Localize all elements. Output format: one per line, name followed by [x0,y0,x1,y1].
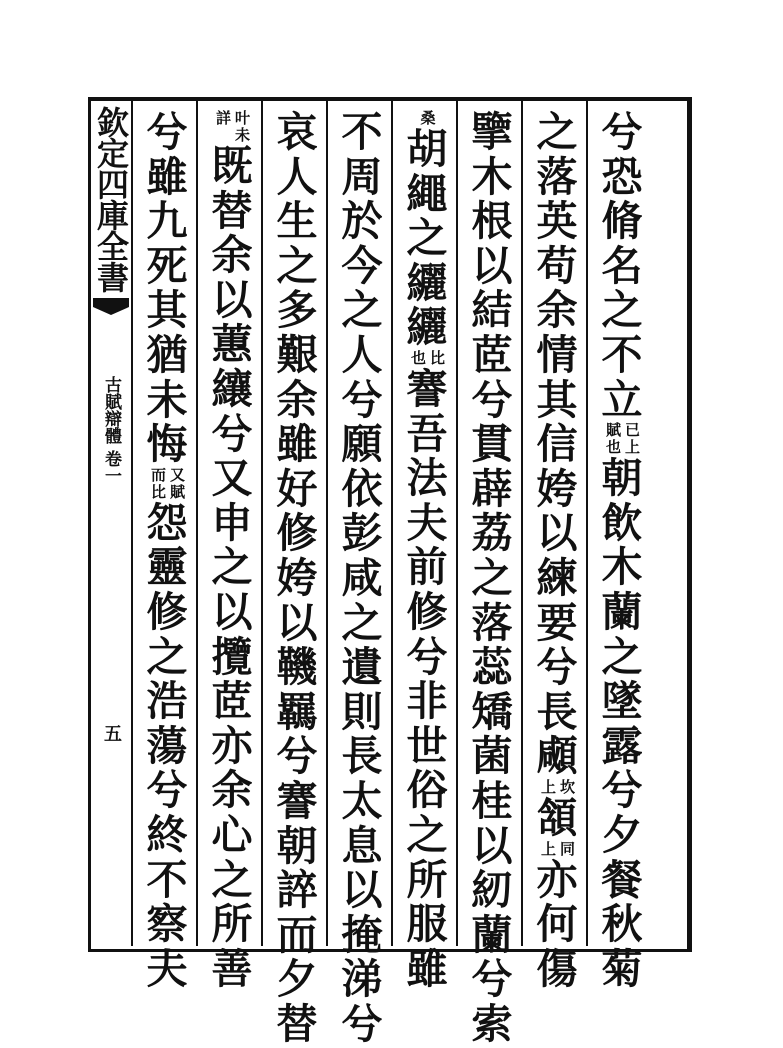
text-char: 夫 [146,944,188,993]
text-char: 今 [341,241,383,290]
text-char: 朝 [601,454,643,503]
text-char: 掩 [341,910,383,959]
text-char: 長 [341,732,383,781]
text-char: 兮 [406,632,448,681]
text-char: 修 [406,587,448,636]
text-char: 恐 [601,152,643,201]
text-char: 索 [471,999,513,1048]
text-char: 根 [471,197,513,246]
text-char: 俗 [406,766,448,815]
text-char: 浩 [146,677,188,726]
text-char: 胡 [406,125,448,173]
text-char: 亦 [536,855,578,904]
text-char: 名 [601,241,643,290]
text-char: 悔 [146,420,188,469]
text-char: 長 [536,687,578,736]
text-char: 息 [341,821,383,870]
text-char: 雖 [146,152,188,201]
text-column [593,110,651,991]
text-char: 既 [211,142,253,190]
text-char: 菌 [471,732,513,781]
text-char: 好 [276,464,318,513]
text-char: 兮 [341,375,383,424]
text-char: 之 [341,598,383,647]
annotation-text: 同 [558,840,576,858]
text-char: 以 [276,598,318,647]
text-char: 其 [146,286,188,335]
text-char: 飲 [601,498,643,547]
book-title: 欽定四庫全書 [92,106,130,292]
text-char: 兮 [341,999,383,1048]
text-char: 九 [146,197,188,246]
text-char: 法 [406,454,448,503]
text-char: 兮 [146,766,188,815]
text-char: 願 [341,420,383,469]
text-char: 苟 [536,241,578,290]
text-char: 何 [536,900,578,949]
text-char: 人 [276,152,318,201]
text-char: 蕙 [211,320,253,369]
text-char: 纚 [406,258,448,307]
text-char: 羈 [276,687,318,736]
text-char: 露 [601,721,643,770]
column-rule [196,100,198,946]
text-char: 之 [601,286,643,335]
text-char: 之 [536,108,578,156]
text-char: 以 [536,509,578,558]
text-char: 之 [341,286,383,335]
text-char: 兮 [276,732,318,781]
column-rule [131,100,133,946]
text-char: 信 [536,420,578,469]
text-char: 替 [276,999,318,1048]
text-char: 世 [406,721,448,770]
text-char: 未 [146,375,188,424]
text-char: 以 [471,821,513,870]
text-char: 修 [146,587,188,636]
text-char: 之 [211,855,253,904]
column-rule [586,100,588,946]
text-char: 貫 [471,420,513,469]
annotation-text: 賦也 [604,422,622,457]
text-char: 死 [146,241,188,290]
text-char: 擥 [471,108,513,156]
annotation-text: 詳 [214,110,232,127]
text-char: 紉 [471,866,513,915]
annotation-text: 又賦 [168,466,186,501]
text-column [333,110,391,1046]
text-char: 之 [211,543,253,592]
text-column [528,110,586,991]
text-char: 夫 [406,498,448,547]
text-char: 餐 [601,855,643,904]
text-char: 而 [276,910,318,959]
text-char: 太 [341,776,383,825]
text-column [398,110,456,991]
text-column [138,110,196,991]
text-char: 秋 [601,900,643,949]
annotation-text: 也 [409,349,427,367]
text-char: 傷 [536,944,578,993]
text-char: 謇 [406,364,448,413]
text-char: 亦 [211,721,253,770]
text-char: 前 [406,543,448,592]
text-char: 替 [211,186,253,235]
text-char: 不 [146,855,188,904]
text-char: 情 [536,330,578,379]
annotation-note [132,467,202,501]
text-char: 茝 [211,677,253,726]
text-char: 兮 [211,409,253,458]
page-margin [92,106,130,742]
text-char: 艱 [276,330,318,379]
text-column [268,110,326,1046]
annotation-text: 上 [539,778,557,796]
text-char: 兮 [536,643,578,692]
column-rule [261,100,263,946]
text-char: 木 [601,543,643,592]
annotation-note [206,110,259,144]
text-char: 所 [211,900,253,949]
text-char: 姱 [536,464,578,513]
text-char: 靈 [146,543,188,592]
text-char: 纚 [406,303,448,352]
column-rule [521,100,523,946]
text-char: 余 [536,286,578,335]
text-char: 蕩 [146,721,188,770]
column-rule [391,100,393,946]
text-char: 修 [276,509,318,558]
annotation-text: 桑 [418,110,437,127]
text-char: 兮 [601,108,643,156]
text-char: 依 [341,464,383,513]
fish-tail-mark-icon [93,298,129,314]
text-char: 脩 [601,197,643,246]
text-char: 哀 [276,108,318,156]
text-column [203,110,261,991]
text-char: 人 [341,330,383,379]
text-char: 兮 [471,375,513,424]
text-char: 多 [276,286,318,335]
annotation-text: 已上 [623,422,641,457]
text-char: 之 [406,810,448,859]
annotation-note [539,841,575,858]
text-char: 又 [211,454,253,503]
text-char: 菊 [601,944,643,993]
annotation-text: 叶未 [233,110,251,144]
text-char: 其 [536,375,578,424]
text-char: 察 [146,900,188,949]
column-rule [326,100,328,946]
text-char: 以 [341,866,383,915]
text-char: 不 [601,330,643,379]
text-char: 立 [601,375,643,424]
text-char: 之 [406,214,448,263]
text-char: 落 [471,598,513,647]
text-char: 誶 [276,866,318,915]
text-char: 吾 [406,409,448,458]
text-char: 謇 [276,776,318,825]
text-char: 不 [341,108,383,156]
text-char: 纕 [211,364,253,413]
text-char: 以 [211,275,253,324]
text-char: 夕 [276,955,318,1004]
text-char: 攬 [211,632,253,681]
text-char: 木 [471,152,513,201]
text-char: 猶 [146,330,188,379]
text-char: 所 [406,855,448,904]
text-char: 於 [341,197,383,246]
text-char: 蘭 [471,910,513,959]
text-char: 心 [211,810,253,859]
text-char: 以 [471,241,513,290]
column-rule [456,100,458,946]
text-char: 終 [146,810,188,859]
annotation-note [587,422,657,456]
text-char: 則 [341,687,383,736]
text-char: 薜 [471,464,513,513]
text-char: 非 [406,677,448,726]
text-char: 怨 [146,498,188,547]
text-char: 茝 [471,330,513,379]
text-char: 周 [341,152,383,201]
text-char: 兮 [601,766,643,815]
text-char: 以 [211,587,253,636]
text-char: 練 [536,553,578,602]
text-char: 之 [601,632,643,681]
text-char: 結 [471,286,513,335]
annotation-text: 上 [539,840,557,858]
text-char: 之 [146,632,188,681]
text-char: 顑 [536,732,578,781]
text-char: 繩 [406,169,448,218]
text-char: 咸 [341,553,383,602]
text-char: 蘭 [601,587,643,636]
text-char: 余 [276,375,318,424]
text-char: 余 [211,231,253,280]
page-number: 五 [101,723,122,742]
text-char: 鞿 [276,643,318,692]
text-char: 要 [536,598,578,647]
text-char: 彭 [341,509,383,558]
text-char: 落 [536,152,578,201]
text-char: 蕊 [471,643,513,692]
text-char: 遺 [341,643,383,692]
text-char: 頷 [536,793,578,842]
text-char: 朝 [276,821,318,870]
text-char: 兮 [471,955,513,1004]
text-char: 申 [211,498,253,547]
text-char: 夕 [601,810,643,859]
text-char: 余 [211,766,253,815]
text-char: 服 [406,900,448,949]
text-char: 英 [536,197,578,246]
annotation-text: 坎 [558,778,576,796]
text-char: 雖 [406,944,448,993]
annotation-text: 比 [428,349,446,367]
text-char: 兮 [146,108,188,156]
text-char: 之 [471,553,513,602]
text-column [463,110,521,1046]
text-char: 雖 [276,420,318,469]
text-char: 之 [276,241,318,290]
section-label: 古賦辯體 卷一 [101,376,121,484]
annotation-text: 而比 [149,466,167,501]
text-char: 生 [276,197,318,246]
text-char: 桂 [471,776,513,825]
text-char: 荔 [471,509,513,558]
text-char: 姱 [276,553,318,602]
text-char: 善 [211,944,253,993]
text-char: 墜 [601,677,643,726]
text-char: 矯 [471,687,513,736]
text-char: 涕 [341,955,383,1004]
